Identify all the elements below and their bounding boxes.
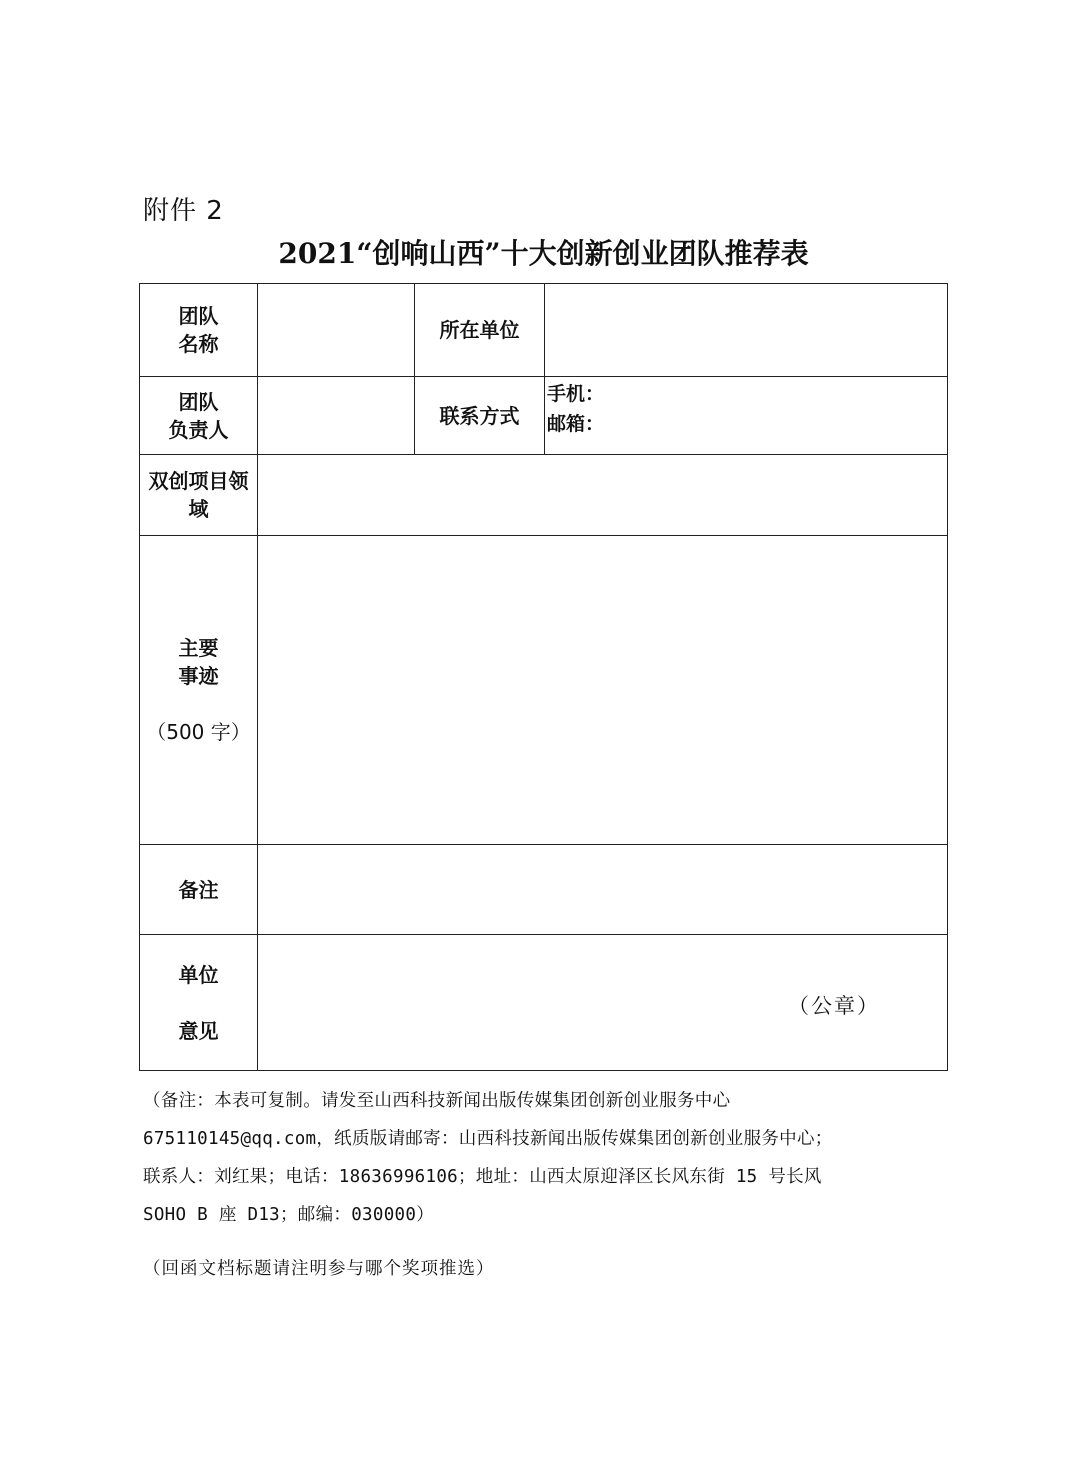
phone-label: 手机：	[547, 383, 605, 405]
achievements-label-line1: 主要	[178, 636, 219, 660]
footnote-line: 675110145@qq.com，纸质版请邮寄：山西科技新闻出版传媒集团创新创业服务中心；	[143, 1129, 833, 1149]
achievements-label-line2: 事迹	[178, 664, 219, 688]
achievements-label	[140, 536, 257, 844]
team-leader-field[interactable]	[258, 377, 414, 454]
remarks-field[interactable]	[258, 845, 947, 934]
page-title: 2021“创响山西”十大创新创业团队推荐表	[278, 237, 809, 270]
contact-label: 联系方式	[439, 403, 520, 428]
team-name-label-line2: 名称	[178, 332, 219, 356]
unit-opinion-label	[140, 935, 257, 1070]
unit-opinion-label-line1: 单位	[178, 962, 219, 987]
project-field-input[interactable]	[258, 455, 947, 535]
official-seal-text: （公章）	[788, 994, 880, 1018]
remarks-label: 备注	[178, 877, 219, 902]
footnote-line: 联系人：刘红果；电话：18636996106；地址：山西太原迎泽区长风东街 15 号长风	[143, 1167, 822, 1187]
attachment-label: 附件 2	[143, 196, 224, 226]
contact-field[interactable]	[545, 377, 947, 454]
footnote-line: （备注：本表可复制。请发至山西科技新闻出版传媒集团创新创业服务中心	[143, 1091, 731, 1111]
team-name-label-line1: 团队	[178, 304, 219, 328]
team-leader-label	[140, 377, 257, 454]
team-leader-label-line1: 团队	[178, 389, 219, 414]
project-field-label-line2: 域	[188, 497, 209, 521]
footnote	[143, 1082, 943, 1234]
unit-label: 所在单位	[439, 318, 520, 342]
unit-field[interactable]	[545, 284, 947, 376]
team-name-label	[140, 284, 257, 376]
project-field-label-line1: 双创项目领	[148, 469, 249, 493]
team-name-field[interactable]	[258, 284, 414, 376]
team-leader-label-line2: 负责人	[168, 417, 229, 442]
unit-opinion-field[interactable]	[258, 935, 947, 1070]
project-field-label	[140, 455, 257, 535]
unit-opinion-label-line2: 意见	[178, 1018, 219, 1043]
achievements-word-limit: （500 字）	[146, 720, 251, 744]
reply-note: （回函文档标题请注明参与哪个奖项推选）	[143, 1259, 495, 1279]
achievements-field[interactable]	[258, 536, 947, 844]
email-label: 邮箱：	[547, 413, 605, 435]
recommendation-form	[139, 283, 948, 1071]
footnote-line: SOHO B 座 D13；邮编：030000）	[143, 1205, 435, 1225]
